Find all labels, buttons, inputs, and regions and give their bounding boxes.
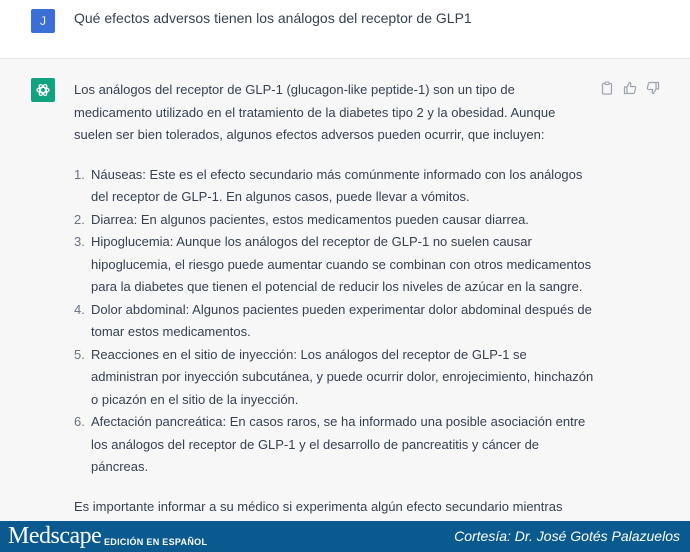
thumbs-down-icon[interactable] <box>646 81 660 95</box>
list-item-number: 2. <box>74 211 85 227</box>
adverse-effects-list <box>74 164 594 479</box>
list-item-number: 1. <box>74 166 85 182</box>
user-avatar: J <box>31 9 55 33</box>
list-item <box>74 209 594 232</box>
thumbs-up-icon[interactable] <box>623 81 637 95</box>
message-actions <box>600 81 660 95</box>
list-item-number: 4. <box>74 301 85 317</box>
list-item <box>74 164 594 209</box>
answer-intro: Los análogos del receptor de GLP-1 (glucagon-like peptide-1) son un tipo de medicamento utilizado en el tratamiento de la diabetes tipo 2 y la obesidad. Aunque suelen ser bien tolerados, algunos efectos adversos pueden ocurrir, que incluyen: <box>74 82 556 142</box>
openai-logo-icon <box>31 78 55 102</box>
medscape-footer <box>0 521 690 552</box>
list-item-number: 6. <box>74 414 85 429</box>
list-item-number: 3. <box>74 234 85 249</box>
list-item <box>74 299 594 344</box>
user-message-row <box>0 0 690 59</box>
list-item <box>74 231 594 299</box>
list-item <box>74 344 594 412</box>
edition-label: EDICIÓN EN ESPAÑOL <box>104 537 208 547</box>
clipboard-icon[interactable] <box>600 81 614 95</box>
user-message-text: Qué efectos adversos tienen los análogos del receptor de GLP1 <box>74 10 472 26</box>
list-item-number: 5. <box>74 346 85 362</box>
list-item-text: Afectación pancreática: En casos raros, se ha informado una posible asociación entre los análogos del receptor de GLP-1 y el desarrollo de pancreatitis y cáncer de páncreas. <box>91 414 586 474</box>
list-item-text: Diarrea: En algunos pacientes, estos medicamentos pueden causar diarrea. <box>91 211 529 227</box>
assistant-answer <box>74 79 594 541</box>
answer-closing: Es importante informar a su médico si experimenta algún efecto secundario mientras <box>74 498 563 514</box>
list-item-text: Hipoglucemia: Aunque los análogos del receptor de GLP-1 no suelen causar hipoglucemia, el riesgo puede aumentar cuando se combinan con otros medicamentos para la diabetes que tienen el potencial de reducir los niveles de azúcar en la sangre. <box>91 234 592 294</box>
list-item-text: Náuseas: Este es el efecto secundario más comúnmente informado con los análogos del receptor de GLP-1. En algunos casos, puede llevar a vómitos. <box>91 166 583 204</box>
courtesy-credit: Cortesía: Dr. José Gotés Palazuelos <box>454 528 680 544</box>
list-item-text: Dolor abdominal: Algunos pacientes pueden experimentar dolor abdominal después de tomar estos medicamentos. <box>91 301 592 339</box>
medscape-logo: Medscape <box>8 523 102 549</box>
assistant-message-row <box>0 59 690 521</box>
list-item <box>74 411 594 479</box>
list-item-text: Reacciones en el sitio de inyección: Los análogos del receptor de GLP-1 se administran por inyección subcutánea, y puede ocurrir dolor, enrojecimiento, hinchazón o picazón en el sitio de la inyección. <box>91 346 594 407</box>
